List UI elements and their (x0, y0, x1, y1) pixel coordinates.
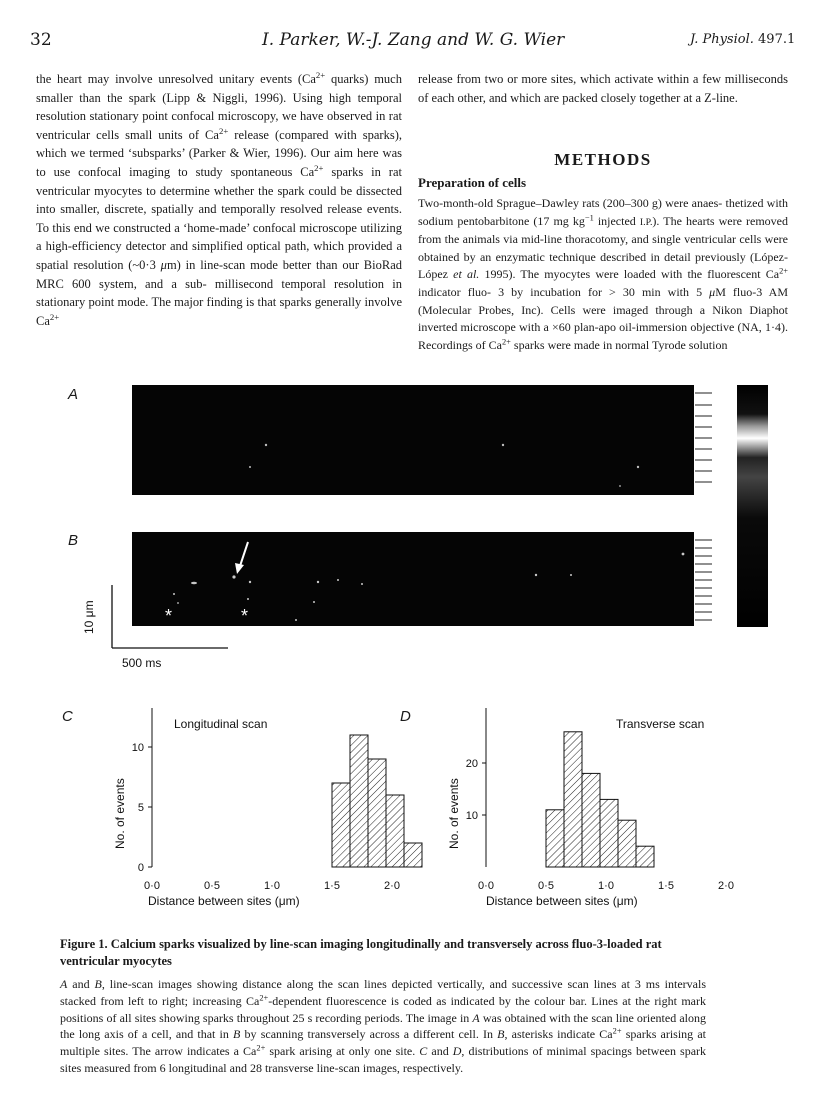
histogram-title: Transverse scan (616, 717, 705, 731)
y-tick-label: 20 (465, 758, 478, 770)
left-text-column (36, 70, 402, 330)
panel-label-a: A (68, 386, 79, 403)
panel-label-d: D (400, 708, 411, 725)
y-tick-label: 5 (137, 802, 144, 814)
histogram-title: Longitudinal scan (174, 717, 268, 731)
site-markers-a (695, 393, 712, 482)
x-axis-label: Distance between sites (μm) (148, 894, 300, 908)
asterisk-2: * (241, 606, 249, 626)
histogram-figure (0, 700, 816, 915)
histogram-bar (386, 795, 404, 867)
figure-caption-body: A and B, line-scan images showing distance along the scan lines depicted vertically, and successive scan lines at 3 ms intervals stacked from left to right; increasing $Ca^{2+}$-dependent fluorescence is coded as indicated by the colour bar. Lines at the right mark positions of all sites showing sparks throughout 25 s recording periods. The image in A was obtained with the scan line oriented along the long axis of a cell, and that in B by scanning transversely across a different cell. In B, asterisks indicate $Ca^{2+}$ sparks arising at multiple sites. The arrow indicates a $Ca^{2+}$ spark arising at only one site. C and D, distributions of minimal spacings between spark sites measured from 6 longitudinal and 28 transverse line-scan images, respectively. (60, 977, 707, 1075)
running-authors: I. Parker, W.-J. Zang and W. G. Wier (262, 30, 565, 50)
right-intro-paragraph (418, 70, 788, 107)
colour-bar (737, 385, 768, 627)
line-scan-image-b (132, 532, 694, 626)
x-axis-label: Distance between sites (μm) (486, 894, 638, 908)
histogram-bar (368, 759, 386, 867)
y-tick-label: 0 (137, 862, 144, 874)
methods-heading: METHODS (554, 150, 652, 169)
histogram-bar (582, 773, 600, 867)
x-tick-label: 0·0 (478, 880, 494, 892)
journal-volume: 497.1 (758, 32, 796, 47)
histogram-bar (564, 732, 582, 867)
y-tick-label: 10 (131, 742, 144, 754)
asterisk-1: * (165, 606, 173, 626)
x-tick-label: 2·0 (384, 880, 400, 892)
panel-label-c: C (62, 708, 73, 725)
x-tick-label: 1·0 (264, 880, 280, 892)
histogram-c (113, 708, 422, 908)
y-axis-label: No. of events (113, 778, 127, 849)
line-scan-image-a (132, 385, 694, 495)
journal-name: J. Physiol. (690, 32, 754, 47)
panel-label-b: B (68, 532, 79, 549)
y-axis-label: No. of events (447, 778, 461, 849)
intro-paragraph: release from two or more sites, which activate within a few milliseconds of each other, and which are packed closely together at a Z-line. (418, 72, 788, 105)
x-tick-label: 1·5 (324, 880, 340, 892)
histogram-bar (636, 846, 654, 867)
histogram-bar (546, 810, 564, 867)
histogram-bar (600, 799, 618, 867)
preparation-subheading: Preparation of cells (418, 175, 527, 190)
histogram-bar (404, 843, 422, 867)
x-tick-label: 0·0 (144, 880, 160, 892)
site-markers-b (695, 540, 712, 620)
x-tick-label: 1·5 (658, 880, 674, 892)
page-number: 32 (30, 30, 52, 50)
methods-paragraph (418, 195, 788, 354)
left-column-paragraph: the heart may involve unresolved unitary events ($Ca^{2+}$ quarks) much smaller than the spark (Lipp & Niggli, 1996). Using high temporal resolution stationary point confocal microscopy, we have observed in rat ventricular cells small units of $Ca^{2+}$ release (compared with sparks), which we termed ‘subsparks’ (Parker & Wier, 1996). Our aim here was to use confocal imaging to study spontaneous $Ca^{2+}$ sparks in rat ventricular myocytes to determine whether the spark could be dissected into smaller, discrete, spatially and temporally resolved release events. To this end we constructed a ‘home-made’ confocal microscope utilizing a high-efficiency detector and simplified optical path, which provided a spatial resolution (~0·3 μm) in line-scan mode better than our BioRad MRC 600 system, and a sub- millisecond temporal resolution in stationary point mode. The major finding is that sparks generally involve $Ca^{2+}$ (36, 70, 402, 328)
x-tick-label: 0·5 (538, 880, 554, 892)
x-tick-label: 1·0 (598, 880, 614, 892)
histogram-d (447, 708, 734, 908)
scale-bar-distance-label: 10 μm (82, 600, 96, 634)
journal-citation (690, 32, 795, 47)
x-tick-label: 0·5 (204, 880, 220, 892)
methods-text: Two-month-old Sprague–Dawley rats (200–300 g) were anaes- thetized with sodium pentobarbitone (17 mg $kg^{-1}$ injected I.P.). The hearts were removed from the animals via mid-line thoracotomy, and single ventricular cells were obtained by an enzymatic technique described in detail previously (López-López et al. 1995). The myocytes were loaded with the fluorescent $Ca^{2+}$ indicator fluo- 3 by incubation for > 30 min with 5 μM fluo-3 AM (Molecular Probes, Inc). Cells were imaged through a Nikon Diaphot inverted microscope with a ×60 plan-apo oil-immersion objective (NA, 1·4). Recordings of $Ca^{2+}$ sparks were made in normal Tyrode solution (418, 196, 788, 352)
line-scan-figure (0, 370, 816, 670)
histogram-bar (350, 735, 368, 867)
figure-caption-title: Figure 1. Calcium sparks visualized by line-scan imaging longitudinally and transversely across fluo-3-loaded rat ventricular myocytes (60, 937, 662, 968)
histogram-bar (618, 820, 636, 867)
histogram-bar (332, 783, 350, 867)
y-tick-label: 10 (465, 810, 478, 822)
scale-bar-time-label: 500 ms (122, 656, 162, 670)
x-tick-label: 2·0 (718, 880, 734, 892)
